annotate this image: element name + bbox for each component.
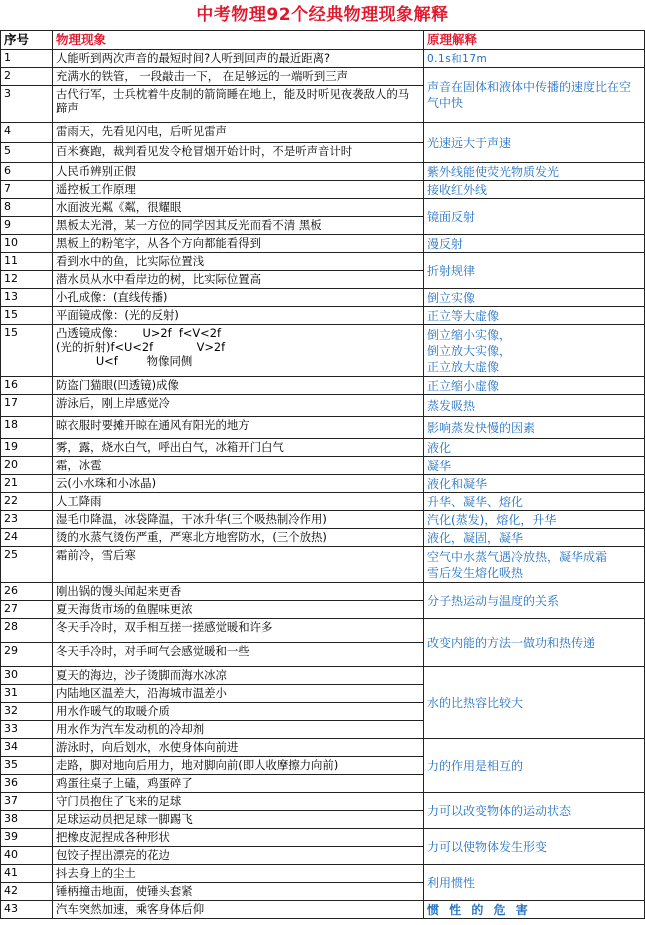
- explanation-cell: 力可以使物体发生形变: [424, 829, 645, 865]
- table-row: [1, 123, 645, 143]
- phenomenon-cell: 用水作暖气的取暖介质: [53, 703, 424, 721]
- explanation-cell: 0.1s和17m: [424, 50, 645, 68]
- table-row: [1, 739, 645, 757]
- row-number: 1: [1, 50, 53, 68]
- explanation-cell: 水的比热容比较大: [424, 667, 645, 739]
- row-number: 40: [1, 847, 53, 865]
- row-number: 29: [1, 643, 53, 667]
- phenomenon-cell: 人民币辨别正假: [53, 163, 424, 181]
- row-number: 41: [1, 865, 53, 883]
- explanation-cell: 紫外线能使荧光物质发光: [424, 163, 645, 181]
- table-row: [1, 619, 645, 643]
- phenomenon-cell: 看到水中的鱼，比实际位置浅: [53, 253, 424, 271]
- phenomenon-cell: 冬天手冷时，对手呵气会感觉暖和一些: [53, 643, 424, 667]
- row-number: 22: [1, 493, 53, 511]
- phenomenon-cell: 夏天海货市场的鱼腥味更浓: [53, 601, 424, 619]
- table-row: [1, 50, 645, 68]
- explanation-cell: 蒸发吸热: [424, 395, 645, 417]
- row-number: 21: [1, 475, 53, 493]
- phenomenon-cell: 人工降雨: [53, 493, 424, 511]
- phenomenon-cell: 云(小水珠和小冰晶): [53, 475, 424, 493]
- table-row: [1, 511, 645, 529]
- header-explanation: 原理解释: [424, 31, 645, 50]
- phenomenon-cell: 小孔成像：(直线传播): [53, 289, 424, 307]
- phenomenon-cell: 抖去身上的尘土: [53, 865, 424, 883]
- row-number: 26: [1, 583, 53, 601]
- table-row: [1, 325, 645, 377]
- table-row: [1, 475, 645, 493]
- phenomenon-cell: 充满水的铁管， 一段敲击一下， 在足够远的一端听到三声: [53, 68, 424, 86]
- explanation-cell: 漫反射: [424, 235, 645, 253]
- explanation-cell: 空气中水蒸气遇冷放热，凝华成霜 雪后发生熔化吸热: [424, 547, 645, 583]
- row-number: 39: [1, 829, 53, 847]
- explanation-cell: 声音在固体和液体中传播的速度比在空气中快: [424, 68, 645, 123]
- explanation-cell: 正立等大虚像: [424, 307, 645, 325]
- row-number: 13: [1, 289, 53, 307]
- row-number: 17: [1, 395, 53, 417]
- row-number: 9: [1, 217, 53, 235]
- explanation-cell: 升华、凝华、熔化: [424, 493, 645, 511]
- row-number: 37: [1, 793, 53, 811]
- row-number: 35: [1, 757, 53, 775]
- row-number: 7: [1, 181, 53, 199]
- explanation-cell: 接收红外线: [424, 181, 645, 199]
- table-row: [1, 829, 645, 847]
- row-number: 16: [1, 377, 53, 395]
- row-number: 38: [1, 811, 53, 829]
- row-number: 43: [1, 901, 53, 919]
- explanation-cell: 液化和凝华: [424, 475, 645, 493]
- table-row: [1, 583, 645, 601]
- table-row: [1, 307, 645, 325]
- phenomenon-cell: 潜水员从水中看岸边的树，比实际位置高: [53, 271, 424, 289]
- phenomenon-cell: 夏天的海边，沙子烫脚而海水冰凉: [53, 667, 424, 685]
- row-number: 36: [1, 775, 53, 793]
- row-number: 15: [1, 307, 53, 325]
- table-row: [1, 901, 645, 919]
- row-number: 30: [1, 667, 53, 685]
- table-row: [1, 163, 645, 181]
- phenomenon-cell: 刚出锅的馒头闻起来更香: [53, 583, 424, 601]
- row-number: 27: [1, 601, 53, 619]
- row-number: 28: [1, 619, 53, 643]
- header-phenomenon: 物理现象: [53, 31, 424, 50]
- phenomenon-cell: 防盗门猫眼(凹透镜)成像: [53, 377, 424, 395]
- table-row: [1, 547, 645, 583]
- row-number: 33: [1, 721, 53, 739]
- row-number: 10: [1, 235, 53, 253]
- row-number: 34: [1, 739, 53, 757]
- row-number: 4: [1, 123, 53, 143]
- physics-table: [0, 30, 645, 919]
- phenomenon-cell: 雾，露，烧水白气，呼出白气，冰箱开门白气: [53, 439, 424, 457]
- phenomenon-cell: 霜，冰雹: [53, 457, 424, 475]
- explanation-cell: 凝华: [424, 457, 645, 475]
- explanation-cell: 光速远大于声速: [424, 123, 645, 163]
- row-number: 24: [1, 529, 53, 547]
- phenomenon-cell: 冬天手冷时，双手相互搓一搓感觉暖和许多: [53, 619, 424, 643]
- phenomenon-cell: 足球运动员把足球一脚踢飞: [53, 811, 424, 829]
- phenomenon-cell: 游泳后，刚上岸感觉冷: [53, 395, 424, 417]
- row-number: 6: [1, 163, 53, 181]
- row-number: 15: [1, 325, 53, 377]
- table-header-row: [1, 31, 645, 50]
- phenomenon-cell: 黑板上的粉笔字，从各个方向都能看得到: [53, 235, 424, 253]
- phenomenon-cell: 汽车突然加速，乘客身体后仰: [53, 901, 424, 919]
- explanation-cell: 正立缩小虚像: [424, 377, 645, 395]
- explanation-cell: 液化: [424, 439, 645, 457]
- phenomenon-cell: 平面镜成像：(光的反射): [53, 307, 424, 325]
- phenomenon-cell: 晾衣服时要摊开晾在通风有阳光的地方: [53, 417, 424, 439]
- row-number: 11: [1, 253, 53, 271]
- phenomenon-cell: 鸡蛋往桌子上磕，鸡蛋碎了: [53, 775, 424, 793]
- row-number: 31: [1, 685, 53, 703]
- table-row: [1, 793, 645, 811]
- row-number: 12: [1, 271, 53, 289]
- phenomenon-cell: 包饺子捏出漂亮的花边: [53, 847, 424, 865]
- explanation-cell: 力可以改变物体的运动状态: [424, 793, 645, 829]
- table-row: [1, 417, 645, 439]
- row-number: 3: [1, 86, 53, 123]
- explanation-cell: 汽化(蒸发)，熔化，升华: [424, 511, 645, 529]
- row-number: 18: [1, 417, 53, 439]
- row-number: 42: [1, 883, 53, 901]
- table-row: [1, 529, 645, 547]
- explanation-cell: 镜面反射: [424, 199, 645, 235]
- table-row: [1, 253, 645, 271]
- phenomenon-cell: 走路，脚对地向后用力，地对脚向前(即人收摩擦力向前): [53, 757, 424, 775]
- phenomenon-cell: 黑板太光滑，某一方位的同学因其反光而看不清 黑板: [53, 217, 424, 235]
- header-no: 序号: [1, 31, 53, 50]
- table-row: [1, 181, 645, 199]
- phenomenon-cell: 湿毛巾降温，冰袋降温，干冰升华(三个吸热制冷作用): [53, 511, 424, 529]
- row-number: 19: [1, 439, 53, 457]
- row-number: 25: [1, 547, 53, 583]
- table-row: [1, 395, 645, 417]
- explanation-cell: 倒立实像: [424, 289, 645, 307]
- phenomenon-cell: 凸透镜成像： U>2f f<V<2f (光的折射)f<U<2f V>2f U<f 物像同侧: [53, 325, 424, 377]
- page-title: 中考物理92个经典物理现象解释: [196, 5, 449, 25]
- phenomenon-cell: 古代行军，士兵枕着牛皮制的箭筒睡在地上，能及时听见夜袭敌人的马蹄声: [53, 86, 424, 123]
- phenomenon-cell: 把橡皮泥捏成各种形状: [53, 829, 424, 847]
- phenomenon-cell: 百米赛跑，裁判看见发令枪冒烟开始计时，不是听声音计时: [53, 143, 424, 163]
- explanation-cell: 改变内能的方法一做功和热传递: [424, 619, 645, 667]
- explanation-cell: 折射规律: [424, 253, 645, 289]
- table-row: [1, 457, 645, 475]
- table-row: [1, 199, 645, 217]
- table-row: [1, 865, 645, 883]
- phenomenon-cell: 雷雨天，先看见闪电，后听见雷声: [53, 123, 424, 143]
- phenomenon-cell: 锤柄撞击地面，使锤头套紧: [53, 883, 424, 901]
- phenomenon-cell: 用水作为汽车发动机的冷却剂: [53, 721, 424, 739]
- phenomenon-cell: 烫的水蒸气烫伤严重，严寒北方地窖防水，(三个放热): [53, 529, 424, 547]
- explanation-cell: 惯 性 的 危 害: [424, 901, 645, 919]
- table-row: [1, 377, 645, 395]
- phenomenon-cell: 霜前冷，雪后寒: [53, 547, 424, 583]
- explanation-cell: 影响蒸发快慢的因素: [424, 417, 645, 439]
- explanation-cell: 力的作用是相互的: [424, 739, 645, 793]
- explanation-cell: 液化，凝固，凝华: [424, 529, 645, 547]
- row-number: 8: [1, 199, 53, 217]
- row-number: 5: [1, 143, 53, 163]
- table-row: [1, 235, 645, 253]
- table-row: [1, 493, 645, 511]
- table-row: [1, 289, 645, 307]
- explanation-cell: 倒立缩小实像， 倒立放大实像， 正立放大虚像: [424, 325, 645, 377]
- phenomenon-cell: 游泳时，向后划水，水使身体向前进: [53, 739, 424, 757]
- phenomenon-cell: 内陆地区温差大，沿海城市温差小: [53, 685, 424, 703]
- explanation-cell: 分子热运动与温度的关系: [424, 583, 645, 619]
- phenomenon-cell: 水面波光粼《粼，很耀眼: [53, 199, 424, 217]
- phenomenon-cell: 遥控板工作原理: [53, 181, 424, 199]
- table-row: [1, 667, 645, 685]
- table-row: [1, 68, 645, 86]
- explanation-cell: 利用惯性: [424, 865, 645, 901]
- row-number: 2: [1, 68, 53, 86]
- phenomenon-cell: 守门员抱住了飞来的足球: [53, 793, 424, 811]
- row-number: 23: [1, 511, 53, 529]
- phenomenon-cell: 人能听到两次声音的最短时间?人听到回声的最近距离?: [53, 50, 424, 68]
- row-number: 20: [1, 457, 53, 475]
- row-number: 32: [1, 703, 53, 721]
- table-row: [1, 439, 645, 457]
